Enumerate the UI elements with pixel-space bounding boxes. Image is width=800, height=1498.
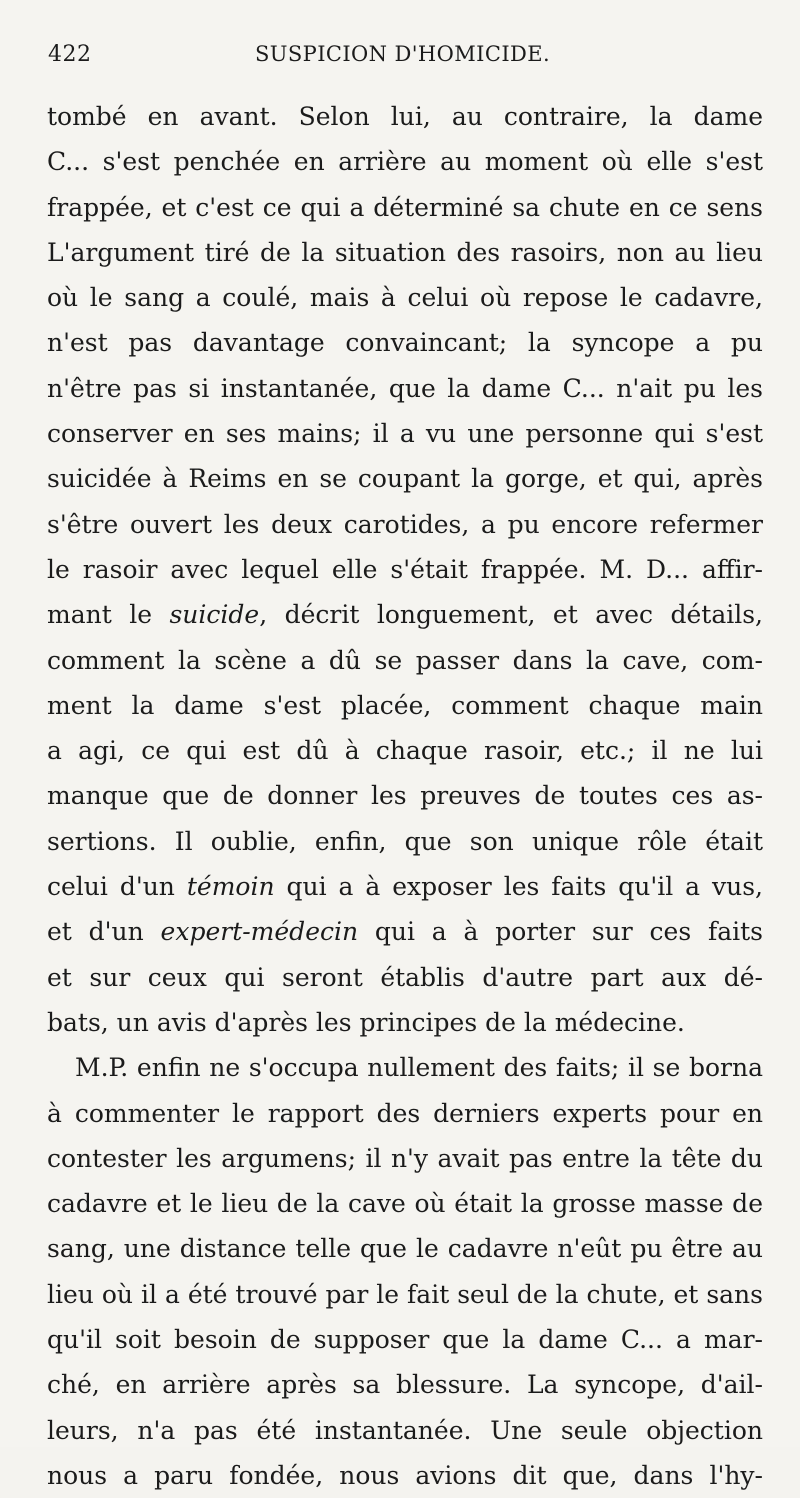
running-title: SUSPICION D'HOMICIDE. bbox=[255, 42, 551, 66]
text-line: n'être pas si instantanée, que la dame C... n'ait pu les bbox=[47, 373, 763, 403]
text-line: C... s'est penchée en arrière au moment où elle s'est bbox=[47, 147, 763, 177]
paragraph-last-line: bats, un avis d'après les principes de la médecine. bbox=[47, 1007, 685, 1037]
page-header bbox=[0, 42, 800, 76]
text-fragment: celui d'un bbox=[47, 872, 187, 902]
paragraph-first-line: M.P. enfin ne s'occupa nullement des faits; il se borna bbox=[75, 1053, 763, 1083]
text-line: où le sang a coulé, mais à celui où repose le cadavre, bbox=[47, 283, 763, 313]
text-line bbox=[47, 909, 763, 954]
text-fragment: qui a à exposer les faits qu'il a vus, bbox=[274, 872, 763, 902]
text-line: comment la scène a dû se passer dans la cave, com- bbox=[47, 645, 763, 675]
text-line: à commenter le rapport des derniers experts pour en bbox=[47, 1098, 763, 1128]
page-number: 422 bbox=[48, 42, 92, 67]
text-line: tombé en avant. Selon lui, au contraire, la dame bbox=[47, 102, 763, 131]
text-line: conserver en ses mains; il a vu une personne qui s'est bbox=[47, 419, 763, 449]
text-fragment: qui a à porter sur ces faits bbox=[358, 917, 763, 947]
text-line: le rasoir avec lequel elle s'était frappée. M. D... affir- bbox=[47, 554, 763, 584]
text-fragment: mant le bbox=[47, 600, 170, 630]
text-line: L'argument tiré de la situation des rasoirs, non au lieu bbox=[47, 237, 763, 267]
text-line: qu'il soit besoin de supposer que la dame C... a mar- bbox=[47, 1325, 763, 1355]
text-line: cadavre et le lieu de la cave où était la grosse masse de bbox=[47, 1189, 763, 1219]
italic-word: témoin bbox=[186, 872, 275, 902]
text-line: s'être ouvert les deux carotides, a pu encore refermer bbox=[47, 509, 763, 539]
text-line: suicidée à Reims en se coupant la gorge, et qui, après bbox=[47, 464, 763, 494]
italic-word: suicide bbox=[169, 600, 260, 630]
text-fragment: et d'un bbox=[47, 917, 161, 947]
text-line bbox=[47, 864, 763, 909]
text-line: manque que de donner les preuves de toutes ces as- bbox=[47, 781, 763, 811]
text-line: leurs, n'a pas été instantanée. Une seule objection bbox=[47, 1415, 763, 1445]
text-line: ment la dame s'est placée, comment chaque main bbox=[47, 690, 763, 720]
text-line: contester les argumens; il n'y avait pas entre la tête du bbox=[47, 1143, 763, 1173]
text-line bbox=[47, 592, 763, 637]
body-text bbox=[47, 94, 763, 1498]
text-line: et sur ceux qui seront établis d'autre part aux dé- bbox=[47, 962, 763, 992]
text-line: a agi, ce qui est dû à chaque rasoir, etc.; il ne lui bbox=[47, 736, 763, 766]
text-line: frappée, et c'est ce qui a déterminé sa chute en ce sens bbox=[47, 192, 763, 222]
text-fragment: , décrit longuement, et avec détails, bbox=[259, 600, 763, 630]
text-line: nous a paru fondée, nous avions dit que, dans l'hy- bbox=[47, 1460, 763, 1490]
text-line: ché, en arrière après sa blessure. La syncope, d'ail- bbox=[47, 1370, 763, 1400]
italic-word: expert-médecin bbox=[160, 917, 359, 947]
text-line: lieu où il a été trouvé par le fait seul de la chute, et sans bbox=[47, 1279, 763, 1309]
text-line: sang, une distance telle que le cadavre n'eût pu être au bbox=[47, 1234, 763, 1264]
text-line: n'est pas davantage convaincant; la syncope a pu bbox=[47, 328, 763, 358]
text-line: sertions. Il oublie, enfin, que son unique rôle était bbox=[47, 826, 763, 856]
